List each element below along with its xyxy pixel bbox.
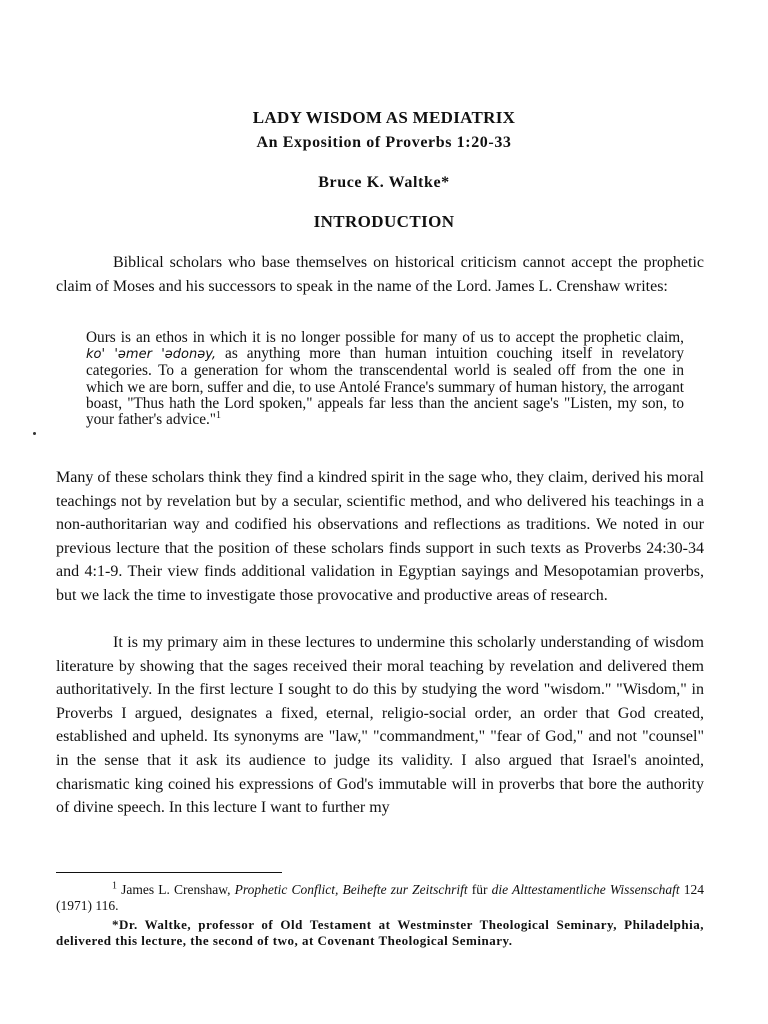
article-subtitle: An Exposition of Proverbs 1:20-33 [256,134,512,151]
paragraph-2: Many of these scholars think they find a kindred spirit in the sage who, they claim, derived his moral teachings not by revelation but by a secular, scientific method, and who delivered his teachings in a non-authoritarian way and codified his observations and reflections as traditions. We noted in our previous lecture that the position of these scholars finds support in such texts as Proverbs 24:30-34 and 4:1-9. Their view finds additional validation in Egyptian sayings and Mesopotamian proverbs, but we lack the time to investigate those provocative and productive areas of research. [56,469,704,604]
footnote-reference: 1 [216,409,222,421]
footnote-1-connector: für [467,882,492,897]
block-quote-text-end: as anything more than human intuition couching itself in revelatory categories. To a generation for whom the transcendental world is sealed off from the one in which we are born, suffer and die, to use Antolé France's summary of human history, the arrogant boast, "Thus hath the Lord spoken," appeals far less than the ancient sage's "Listen, my son, to your father's advice." [86,345,684,429]
article-title: LADY WISDOM AS MEDIATRIX [252,108,516,127]
section-heading: INTRODUCTION [313,212,455,231]
footnote-divider [56,872,282,873]
block-quote [86,330,684,428]
transliteration: ko' 'əmer 'ədonəy, [86,347,217,363]
block-quote-text-start: Ours is an ethos in which it is no longer possible for many of us to accept the prophetic claim, [86,329,684,346]
footnote-1 [56,882,704,913]
paragraph-1: Biblical scholars who base themselves on historical criticism cannot accept the prophetic claim of Moses and his successors to speak in the name of the Lord. James L. Crenshaw writes: [56,254,704,295]
footnote-1-details: 124 (1971) 116. [56,882,705,913]
footnote-1-number: 1 [112,880,117,892]
scan-speck [33,432,36,435]
paragraph-3: It is my primary aim in these lectures to undermine this scholarly understanding of wisdom literature by showing that the sages received their moral teaching by revelation and delivered them authoritatively. In the first lecture I sought to do this by studying the word "wisdom." "Wisdom," in Proverbs I argued, designates a fixed, eternal, religio-social order, an order that God created, established and upheld. Its synonyms are "law," "commandment," "fear of God," and not "counsel" in the sense that it ask its audience to judge its validity. I also argued that Israel's anointed, charismatic king coined his expressions of God's immutable will in proverbs that bore the authority of divine speech. In this lecture I want to further my [56,634,704,817]
footnote-author-note: *Dr. Waltke, professor of Old Testament at Westminster Theological Seminary, Philadelphia, delivered this lecture, the second of two, at Covenant Theological Seminary. [56,917,704,948]
footnote-1-work: Prophetic Conflict, Beihefte zur Zeitschrift [234,882,468,897]
footnote-1-journal: die Alttestamentliche Wissenschaft [491,882,680,897]
author-byline: Bruce K. Waltke* [318,174,450,191]
footnote-1-author: James L. Crenshaw, [121,882,235,897]
